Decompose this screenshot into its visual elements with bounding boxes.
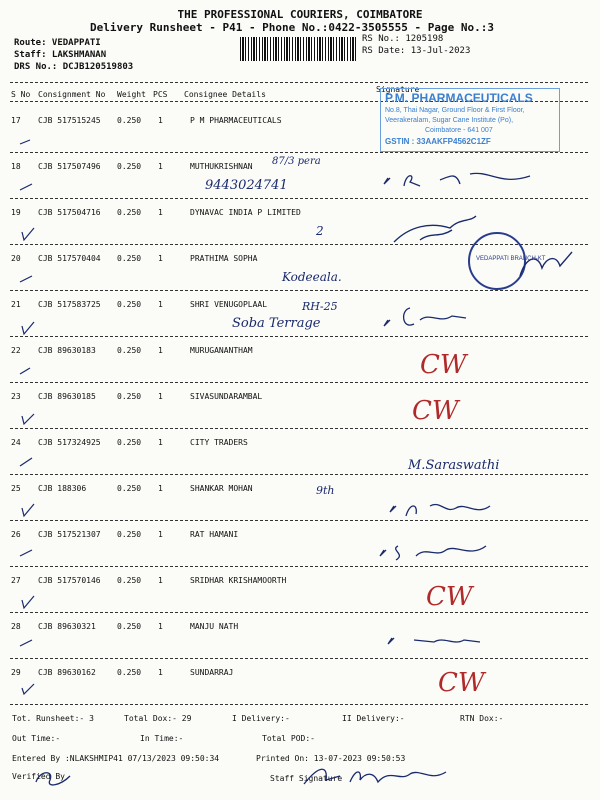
row-consignment: CJB 517507496 — [38, 162, 101, 171]
verified-by: Verified By — [12, 772, 65, 781]
row-consignee: SHANKAR MOHAN — [190, 484, 253, 493]
table-row — [0, 568, 600, 614]
row-pcs: 1 — [158, 116, 163, 125]
table-row — [0, 338, 600, 384]
row-consignee: MURUGANANTHAM — [190, 346, 253, 355]
signature-scribble — [384, 630, 484, 652]
row-sno: 22 — [11, 346, 21, 355]
row-consignment: CJB 517515245 — [38, 116, 101, 125]
row-sno: 21 — [11, 300, 21, 309]
signature-scribble — [376, 538, 496, 564]
stamp-line3: Coimbatore - 641 007 — [425, 127, 493, 134]
row-consignee: SRIDHAR KRISHAMOORTH — [190, 576, 287, 585]
table-row — [0, 614, 600, 660]
row-consignee: DYNAVAC INDIA P LIMITED — [190, 208, 301, 217]
row-weight: 0.250 — [117, 668, 142, 677]
row-consignee: SUNDARRAJ — [190, 668, 234, 677]
staff-signature — [300, 762, 450, 792]
signature-scribble — [386, 494, 496, 522]
printed-on: Printed On: 13-07-2023 09:50:53 — [256, 754, 406, 763]
verifier-signature — [30, 766, 80, 790]
row-consignee: MANJU NATH — [190, 622, 239, 631]
row-weight: 0.250 — [117, 622, 142, 631]
row-divider — [10, 198, 588, 199]
handwritten-cw: CW — [438, 668, 485, 698]
total-pod: Total POD:- — [262, 734, 315, 743]
row-pcs: 1 — [158, 162, 163, 171]
row-consignee: CITY TRADERS — [190, 438, 248, 447]
row-sno: 26 — [11, 530, 21, 539]
row-weight: 0.250 — [117, 162, 142, 171]
row-pcs: 1 — [158, 668, 163, 677]
rs-number: RS No.: 1205198 — [362, 34, 444, 44]
col-pcs: PCS — [153, 90, 168, 99]
row-pcs: 1 — [158, 346, 163, 355]
row-sno: 20 — [11, 254, 21, 263]
table-row — [0, 430, 600, 476]
rs-date: RS Date: 13-Jul-2023 — [362, 46, 471, 56]
row-pcs: 1 — [158, 254, 163, 263]
row-divider — [10, 612, 588, 613]
tot-runsheet: Tot. Runsheet:- 3 — [12, 714, 94, 723]
row-weight: 0.250 — [117, 254, 142, 263]
row-weight: 0.250 — [117, 116, 142, 125]
row-consignee: MUTHUKRISHNAN — [190, 162, 253, 171]
row-pcs: 1 — [158, 622, 163, 631]
row-divider — [10, 704, 588, 705]
row-sno: 25 — [11, 484, 21, 493]
staff-signature-label: Staff Signature — [270, 774, 343, 783]
row-consignee: SHRI VENUGOPLAAL — [190, 300, 268, 309]
handwritten-phone: 9443024741 — [205, 178, 288, 193]
signature-scribble — [380, 166, 540, 192]
route-label: Route: VEDAPPATI — [14, 38, 101, 48]
table-row — [0, 476, 600, 522]
row-consignment: CJB 89630183 — [38, 346, 96, 355]
row-consignee: PRATHIMA SOPHA — [190, 254, 258, 263]
header-top-rule — [10, 82, 588, 83]
row-consignment: CJB 188306 — [38, 484, 87, 493]
row-divider — [10, 290, 588, 291]
row-sno: 29 — [11, 668, 21, 677]
row-weight: 0.250 — [117, 484, 142, 493]
row-consignment: CJB 517583725 — [38, 300, 101, 309]
col-sno: S No — [11, 90, 31, 99]
row-consignment: CJB 517324925 — [38, 438, 101, 447]
row-sno: 19 — [11, 208, 21, 217]
row-divider — [10, 152, 588, 153]
row-consignment: CJB 517504716 — [38, 208, 101, 217]
row-weight: 0.250 — [117, 300, 142, 309]
row-weight: 0.250 — [117, 438, 142, 447]
company-stamp — [380, 88, 560, 152]
row-weight: 0.250 — [117, 392, 142, 401]
row-divider — [10, 520, 588, 521]
total-dox: Total Dox:- 29 — [124, 714, 192, 723]
row-divider — [10, 428, 588, 429]
row-consignee: RAT HAMANI — [190, 530, 239, 539]
handwritten-note: 87/3 pera — [272, 156, 321, 167]
page-title: THE PROFESSIONAL COURIERS, COIMBATORE — [177, 8, 423, 21]
col-consignee: Consignee Details — [184, 90, 266, 99]
row-divider — [10, 382, 588, 383]
row-pcs: 1 — [158, 300, 163, 309]
out-time: Out Time:- — [12, 734, 61, 743]
table-row — [0, 384, 600, 430]
handwritten-cw: CW — [426, 582, 473, 612]
table-row — [0, 292, 600, 338]
table-row — [0, 660, 600, 706]
handwritten-note: Kodeeala. — [282, 270, 342, 284]
row-consignment: CJB 517521307 — [38, 530, 101, 539]
row-sno: 18 — [11, 162, 21, 171]
row-consignment: CJB 89630321 — [38, 622, 96, 631]
stamp-name: P.M. PHARMACEUTICALS — [385, 91, 533, 105]
row-pcs: 1 — [158, 484, 163, 493]
handwritten-name: M.Saraswathi — [408, 458, 500, 473]
row-sno: 27 — [11, 576, 21, 585]
ii-delivery: II Delivery:- — [342, 714, 405, 723]
handwritten-note: Soba Terrage — [232, 316, 321, 331]
stamp-gstin: GSTIN : 33AAKFP4562C1ZF — [385, 137, 491, 146]
entered-by: Entered By :NLAKSHMIP41 07/13/2023 09:50:34 — [12, 754, 220, 763]
row-weight: 0.250 — [117, 576, 142, 585]
row-consignment: CJB 89630162 — [38, 668, 96, 677]
table-row — [0, 522, 600, 568]
col-weight: Weight — [117, 90, 146, 99]
row-consignment: CJB 89630185 — [38, 392, 96, 401]
row-sno: 23 — [11, 392, 21, 401]
stamp-line2: Veerakeralam, Sugar Cane Institute (Po), — [385, 117, 514, 124]
page-subtitle: Delivery Runsheet - P41 - Phone No.:0422-3505555 - Page No.:3 — [90, 21, 494, 34]
row-consignment: CJB 517570404 — [38, 254, 101, 263]
handwritten-note: 2 — [316, 224, 324, 238]
row-weight: 0.250 — [117, 346, 142, 355]
row-sno: 17 — [11, 116, 21, 125]
row-divider — [10, 566, 588, 567]
row-consignee: SIVASUNDARAMBAL — [190, 392, 263, 401]
rtn-dox: RTN Dox:- — [460, 714, 504, 723]
row-pcs: 1 — [158, 208, 163, 217]
row-weight: 0.250 — [117, 530, 142, 539]
stamp-line1: No.8, Thai Nagar, Ground Floor & First Floor, — [385, 107, 525, 114]
col-consignment: Consignment No — [38, 90, 106, 99]
handwritten-note: 9th — [316, 484, 335, 497]
row-divider — [10, 474, 588, 475]
signature-scribble — [390, 212, 480, 248]
row-sno: 28 — [11, 622, 21, 631]
signature-scribble — [380, 300, 470, 334]
handwritten-note: RH-25 — [302, 300, 338, 313]
row-pcs: 1 — [158, 438, 163, 447]
seal-text: VEDAPPATI BRANCH-KT — [476, 256, 546, 262]
row-consignee: P M PHARMACEUTICALS — [190, 116, 282, 125]
col-signature: Signature — [376, 85, 420, 94]
in-time: In Time:- — [140, 734, 184, 743]
row-divider — [10, 658, 588, 659]
tick-marks — [14, 136, 38, 696]
staff-label: Staff: LAKSHMANAN — [14, 50, 107, 60]
row-sno: 24 — [11, 438, 21, 447]
row-consignment: CJB 517570146 — [38, 576, 101, 585]
row-pcs: 1 — [158, 576, 163, 585]
row-divider — [10, 336, 588, 337]
handwritten-cw: CW — [420, 350, 467, 380]
i-delivery: I Delivery:- — [232, 714, 290, 723]
barcode — [240, 37, 356, 61]
drs-label: DRS No.: DCJB120519803 — [14, 62, 134, 72]
row-pcs: 1 — [158, 392, 163, 401]
handwritten-cw: CW — [412, 396, 459, 426]
signature-scribble — [516, 246, 576, 282]
row-pcs: 1 — [158, 530, 163, 539]
row-weight: 0.250 — [117, 208, 142, 217]
